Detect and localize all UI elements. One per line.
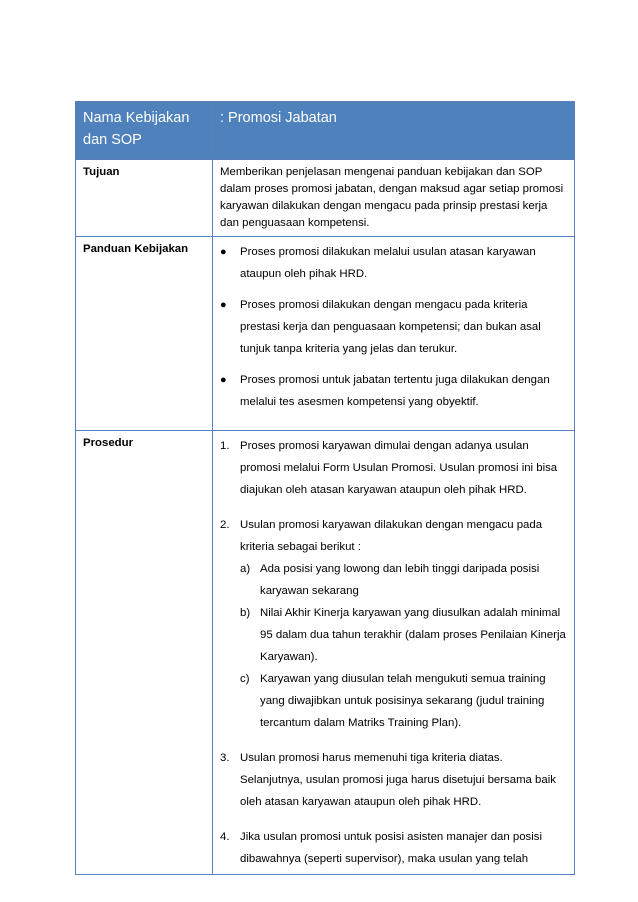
tujuan-label: Tujuan xyxy=(76,160,213,237)
header-policy-name-label: Nama Kebijakan dan SOP xyxy=(76,102,213,160)
list-item xyxy=(240,602,568,668)
header-policy-title: : Promosi Jabatan xyxy=(213,102,575,160)
bullet-icon: ● xyxy=(220,299,227,311)
row-tujuan xyxy=(76,160,575,237)
list-item-text: Proses promosi dilakukan dengan mengacu pada kriteria prestasi kerja dan penguasaan kompetensi; dan bukan asal tunjuk tanpa kriteria yang jelas dan terukur. xyxy=(240,299,541,355)
list-item xyxy=(240,668,568,734)
list-item xyxy=(220,435,568,501)
list-item xyxy=(240,558,568,602)
prosedur-cell xyxy=(213,431,575,875)
list-item xyxy=(220,514,568,734)
list-item xyxy=(220,294,568,360)
list-item xyxy=(220,241,568,285)
step-number: 1. xyxy=(220,440,230,452)
prosedur-label: Prosedur xyxy=(76,431,213,875)
sub-text: Nilai Akhir Kinerja karyawan yang diusulkan adalah minimal 95 dalam dua tahun terakhir (dalam proses Penilaian Kinerja Karyawan). xyxy=(260,607,566,663)
sub-marker: c) xyxy=(240,673,250,685)
criteria-list xyxy=(240,558,568,734)
step-text: Jika usulan promosi untuk posisi asisten manajer dan posisi dibawahnya (seperti supervisor), maka usulan yang telah xyxy=(240,831,543,865)
step-text: Usulan promosi harus memenuhi tiga kriteria diatas. Selanjutnya, usulan promosi juga harus disetujui bersama baik oleh atasan karyawan ataupun oleh pihak HRD. xyxy=(240,752,556,808)
prosedur-steps xyxy=(220,435,568,870)
list-item xyxy=(220,826,568,870)
list-item xyxy=(220,369,568,413)
list-item-text: Proses promosi dilakukan melalui usulan atasan karyawan ataupun oleh pihak HRD. xyxy=(240,246,536,280)
sub-marker: a) xyxy=(240,563,251,575)
step-text: Proses promosi karyawan dimulai dengan adanya usulan promosi melalui Form Usulan Promosi. Usulan promosi ini bisa diajukan oleh atasan karyawan ataupun oleh pihak HRD. xyxy=(240,440,558,496)
row-prosedur xyxy=(76,431,575,875)
sub-marker: b) xyxy=(240,607,251,619)
row-panduan xyxy=(76,237,575,431)
step-number: 4. xyxy=(220,831,230,843)
list-item-text: Proses promosi untuk jabatan tertentu juga dilakukan dengan melalui tes asesmen kompetensi yang obyektif. xyxy=(240,374,550,408)
policy-table xyxy=(75,101,575,875)
sub-text: Karyawan yang diusulan telah mengukuti semua training yang diwajibkan untuk posisinya sekarang (judul training tercantum dalam Matriks Training Plan). xyxy=(260,673,546,729)
step-text: Usulan promosi karyawan dilakukan dengan mengacu pada kriteria sebagai berikut : xyxy=(240,519,543,553)
list-item xyxy=(220,747,568,813)
step-number: 2. xyxy=(220,519,230,531)
bullet-icon: ● xyxy=(220,374,227,386)
header-row xyxy=(76,102,575,160)
bullet-icon: ● xyxy=(220,246,227,258)
panduan-cell xyxy=(213,237,575,431)
panduan-list xyxy=(220,241,568,413)
sub-text: Ada posisi yang lowong dan lebih tinggi daripada posisi karyawan sekarang xyxy=(260,563,540,597)
panduan-label: Panduan Kebijakan xyxy=(76,237,213,431)
step-number: 3. xyxy=(220,752,230,764)
tujuan-text: Memberikan penjelasan mengenai panduan kebijakan dan SOP dalam proses promosi jabatan, dengan maksud agar setiap promosi karyawan dilakukan dengan mengacu pada prinsip prestasi kerja dan penguasaan kompetensi. xyxy=(213,160,575,237)
